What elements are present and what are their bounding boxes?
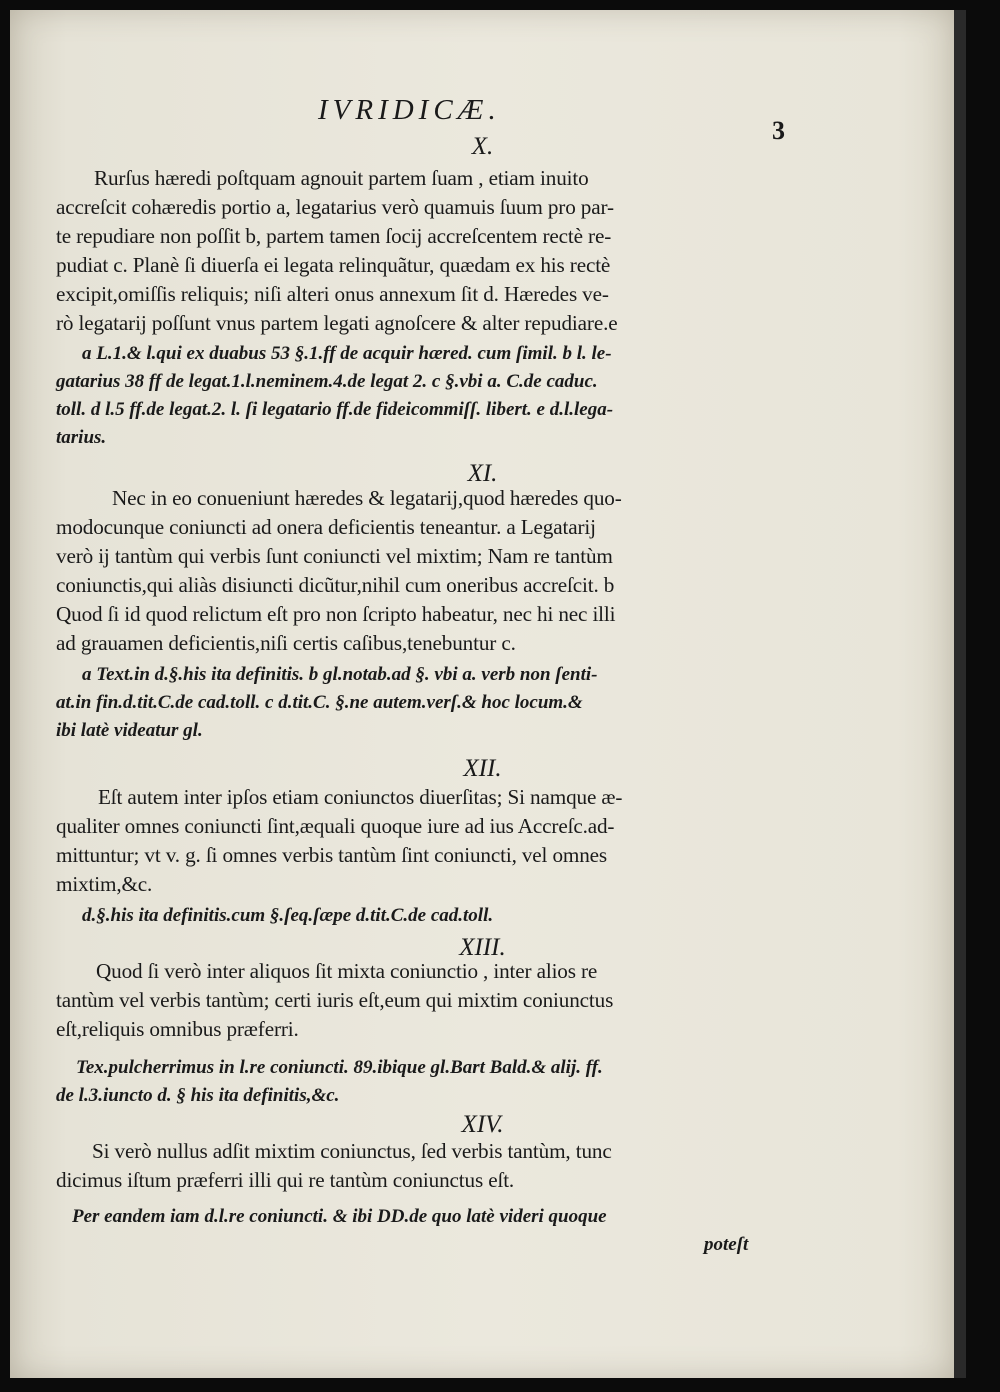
- body-line: pudiat c. Planè ſi diuerſa ei legata relinquãtur, quædam ex his rectè: [56, 253, 611, 277]
- body-line: tantùm vel verbis tantùm; certi iuris eſt,eum qui mixtim coniunctus: [56, 988, 614, 1012]
- section-number: XII.: [463, 755, 502, 782]
- section-number: XIV.: [461, 1111, 504, 1138]
- page-number: 3: [772, 116, 785, 145]
- note-line: d.§.his ita definitis.cum §.ſeq.ſæpe d.tit.C.de cad.toll.: [82, 905, 494, 926]
- body-line: dicimus iſtum præferri illi qui re tantùm coniunctus eſt.: [56, 1168, 515, 1192]
- body-line: te repudiare non poſſit b, partem tamen ſocij accreſcentem rectè re-: [56, 224, 612, 248]
- page-edge-shadow: [954, 10, 966, 1378]
- note-line: a Text.in d.§.his ita definitis. b gl.notab.ad §. vbi a. verb non ſenti-: [82, 664, 598, 685]
- note-line: gatarius 38 ff de legat.1.l.neminem.4.de legat 2. c §.vbi a. C.de caduc.: [56, 371, 598, 392]
- note-line: Per eandem iam d.l.re coniuncti. & ibi DD.de quo latè videri quoque: [72, 1206, 607, 1227]
- note-line: a L.1.& l.qui ex duabus 53 §.1.ff de acquir hæred. cum ſimil. b l. le-: [82, 343, 612, 364]
- body-line: modocunque coniuncti ad onera deficientis teneantur. a Legatarij: [56, 515, 596, 539]
- body-line: mixtim,&c.: [56, 872, 153, 896]
- note-line: at.in fin.d.tit.C.de cad.toll. c d.tit.C. §.ne autem.verſ.& hoc locum.&: [56, 692, 583, 713]
- body-line: Quod ſi verò inter aliquos ſit mixta coniunctio , inter alios re: [96, 959, 598, 983]
- body-line: eſt,reliquis omnibus præferri.: [56, 1017, 299, 1041]
- body-line: Quod ſi id quod relictum eſt pro non ſcripto habeatur, nec hi nec illi: [56, 602, 616, 626]
- body-line: Si verò nullus adſit mixtim coniunctus, ſed verbis tantùm, tunc: [92, 1139, 612, 1163]
- body-line: accreſcit cohæredis portio a, legatarius verò quamuis ſuum pro par-: [56, 195, 614, 219]
- body-line: mittuntur; vt v. g. ſi omnes verbis tantùm ſint coniuncti, vel omnes: [56, 843, 608, 867]
- note-line: ibi latè videatur gl.: [56, 720, 203, 741]
- note-line: tarius.: [56, 427, 107, 448]
- body-line: verò ij tantùm qui verbis ſunt coniuncti vel mixtim; Nam re tantùm: [56, 544, 613, 568]
- note-line: toll. d l.5 ff.de legat.2. l. ſi legatario ff.de fideicommiſſ. libert. e d.l.lega-: [56, 399, 614, 420]
- section-number: XI.: [467, 460, 498, 487]
- note-line: de l.3.iuncto d. § his ita definitis,&c.: [56, 1085, 340, 1106]
- body-line: Nec in eo conueniunt hæredes & legatarij,quod hæredes quo-: [112, 486, 622, 510]
- body-line: coniunctis,qui aliàs disiuncti dicũtur,nihil cum oneribus accreſcit. b: [56, 573, 615, 597]
- body-line: Rurſus hæredi poſtquam agnouit partem ſuam , etiam inuito: [94, 166, 589, 190]
- note-line: poteſt: [704, 1234, 749, 1255]
- body-line: excipit,omiſſis reliquis; niſi alteri onus annexum ſit d. Hæredes ve-: [56, 282, 609, 306]
- body-line: rò legatarij poſſunt vnus partem legati agnoſcere & alter repudiare.e: [56, 311, 618, 335]
- running-head: IVRIDICÆ.: [318, 94, 501, 126]
- body-line: ad grauamen deficientis,niſi certis caſibus,tenebuntur c.: [56, 631, 516, 655]
- note-line: Tex.pulcherrimus in l.re coniuncti. 89.ibique gl.Bart Bald.& alij. ff.: [76, 1057, 603, 1078]
- section-number: X.: [471, 133, 494, 160]
- section-number: XIII.: [459, 934, 506, 961]
- body-line: Eſt autem inter ipſos etiam coniunctos diuerſitas; Si namque æ-: [98, 785, 623, 809]
- body-line: qualiter omnes coniuncti ſint,æquali quoque iure ad ius Accreſc.ad-: [56, 814, 615, 838]
